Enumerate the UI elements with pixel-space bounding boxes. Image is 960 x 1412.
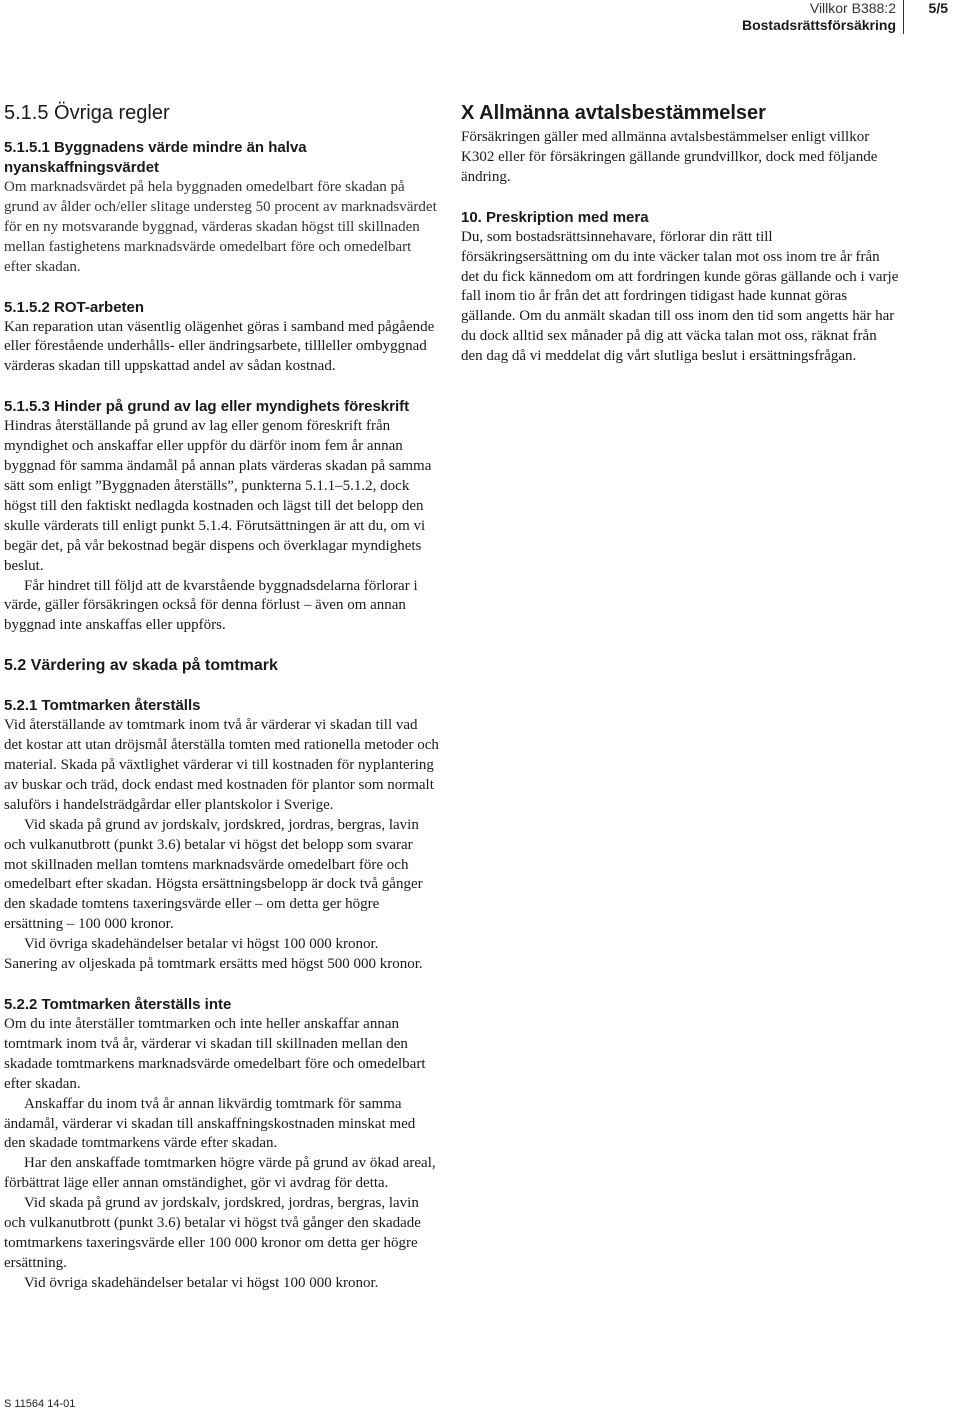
section-paragraph: Sanering av oljeskada på tomtmark ersätts med högst 500 000 kronor. [4,956,423,973]
section-title: 5.2.2 Tomtmarken återställs inte [4,996,232,1013]
section-title: 5.1.5.2 ROT-arbeten [4,298,145,316]
section-paragraph: Vid skada på grund av jordskalv, jordskred, jordras, bergras, lavin och vulkanutbrott (punkt 3.6) betalar vi högst det belopp som svarar mot skillnaden mellan tomtens marknadsvärde omedelbart före och omedelbart efter skadan. Högsta ersättningsbelopp är dock två gånger den skadade tomtens taxeringsvärde eller – om detta ger högre ersättning – 100 000 kronor. [4,816,423,933]
section-body: Om marknadsvärdet på hela byggnaden omedelbart före skadan på grund av ålder och/eller slitage understeg 50 procent av marknadsvärdet för en ny motsvarande byggnad, värderas skadan högst till skillnaden mellan fastighetens marknadsvärde omedelbart före och omedelbart efter skadan. [4,179,437,275]
section-heading-x: X Allmänna avtalsbestämmelser [461,102,766,124]
document-title: Bostadsrättsförsäkring [741,17,896,33]
header-divider [903,0,904,34]
document-header [742,0,896,34]
right-column [461,100,901,387]
section-5-1-5-2 [4,298,439,378]
section-paragraph: Får hindret till följd att de kvarstående byggnadsdelarna förlorar i värde, gäller försäkringen också för denna förlust – även om annan byggnad inte anskaffas eller uppförs. [4,577,418,634]
section-intro [461,128,901,188]
section-heading-5-1-5: 5.1.5 Övriga regler [4,102,170,124]
section-10 [461,208,901,367]
section-5-1-5-1 [4,138,439,278]
section-title: 5.1.5.3 Hinder på grund av lag eller myndighets föreskrift [4,398,410,416]
section-5-1-5-3 [4,397,439,636]
section-heading-5-2: 5.2 Värdering av skada på tomtmark [4,657,278,675]
version-label: Villkor B388:2 [809,0,896,16]
section-body: Du, som bostadsrättsinnehavare, förlorar din rätt till försäkringsersättning om du inte väcker talan mot oss inom tre år från det du fick kännedom om att fordringen kunde göras gällande och i varje fall inom tio år från det att fordringen tidigast hade kunnat göras gällande. Om du anmält skadan till oss inom den tid som angetts här har du dock alltid sex månader på dig att väcka talan mot oss, räknat från den dag då vi meddelat dig vårt slutliga beslut i ersättningsfrågan. [461,228,899,365]
section-paragraph: Vid övriga skadehändelser betalar vi högst 100 000 kronor. [24,936,379,953]
section-title: 5.1.5.1 Byggnadens värde mindre än halva nyanskaffningsvärdet [4,139,307,176]
page-number: 5/5 [928,0,948,16]
document-code: S 11564 14-01 [4,1398,76,1410]
section-paragraph: Vid skada på grund av jordskalv, jordskred, jordras, bergras, lavin och vulkanutbrott (punkt 3.6) betalar vi högst två gånger den skadade tomtmarkens taxeringsvärde eller 100 000 kronor om detta ger högre ersättning. [4,1195,421,1271]
section-body: Kan reparation utan väsentlig olägenhet göras i samband med pågående eller förestående underhålls- eller ändringsarbete, tillleller ombyggnad värderas skadan till uppskattad andel av sådan kostnad. [4,318,435,375]
section-paragraph: Anskaffar du inom två år annan likvärdig tomtmark för samma ändamål, värderar vi skadan till anskaffningskostnaden minskat med den skadade tomtmarkens värde efter skadan. [4,1095,416,1152]
section-paragraph: Hindras återställande på grund av lag eller genom föreskrift från myndighet och anskaffar eller uppför du därför inom fem år annan byggnad för samma ändamål på annan plats värderas skadan på samma sätt som enligt ”Byggnaden återställs”, punkterna 5.1.1–5.1.2, dock högst till den faktiskt nedlagda kostnaden och lägst till det belopp den skulle värderats till enligt punkt 5.1.4. Förutsättningen är att du, om vi begär det, på vår bekostnad begär dispens och överklagar myndighets beslut. [4,418,432,574]
left-column [4,100,439,1314]
section-body: Försäkringen gäller med allmänna avtalsbestämmelser enligt villkor K302 eller för försäkringen gällande grundvillkor, dock med följande ändring. [461,129,878,185]
section-paragraph: Har den anskaffade tomtmarken högre värde på grund av ökad areal, förbättrat läge eller annan omständighet, gör vi avdrag för detta. [4,1155,436,1192]
section-paragraph: Vid återställande av tomtmark inom två år värderar vi skadan till vad det kostar att utan dröjsmål återställa tomten med rationella metoder och material. Skada på växtlighet värderar vi till kostnaden för nyplantering av buskar och träd, dock endast med kostnaden för plantor som normalt saluförs i handelsträdgårdar eller plantskolor i Sverige. [4,717,439,813]
section-paragraph: Vid övriga skadehändelser betalar vi högst 100 000 kronor. [24,1274,379,1291]
section-title: 10. Preskription med mera [461,208,649,226]
section-5-2-1 [4,696,439,975]
section-paragraph: Om du inte återställer tomtmarken och inte heller anskaffar annan tomtmark inom två år, värderar vi skadan till skillnaden mellan den skadade tomtmarkens marknadsvärde omedelbart före och omedelbart efter skadan. [4,1016,426,1092]
section-title: 5.2.1 Tomtmarken återställs [4,697,201,715]
section-5-2-2 [4,995,439,1294]
